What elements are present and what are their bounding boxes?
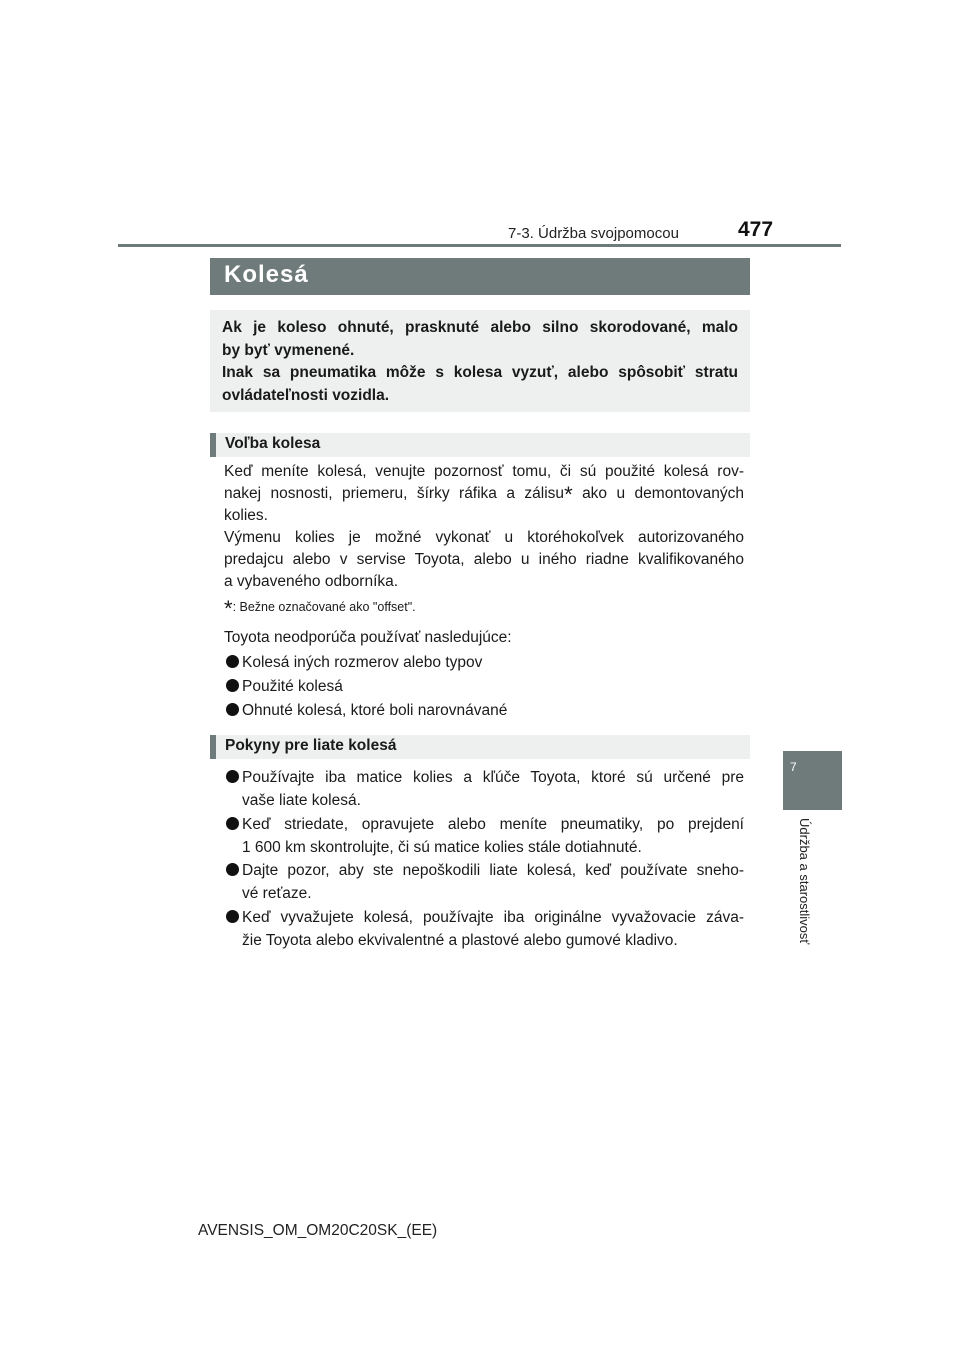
list-item: Používajte iba matice kolies a kľúče Toyota, ktoré sú určené pre vaše liate kolesá. (224, 766, 744, 812)
list-item: Použité kolesá (224, 675, 744, 698)
footnote: *: Bežne označované ako "offset". (224, 596, 416, 621)
bullet-icon (226, 703, 239, 716)
lead-text: Toyota neodporúča používať nasledujúce: (224, 629, 512, 646)
para-line: nakej nosnosti, priemeru, šírky ráfika a zálisu* ako u demontovaných (224, 482, 744, 507)
page-number: 477 (738, 218, 774, 241)
intro-line: Ak je koleso ohnuté, prasknuté alebo silno skorodované, malo (222, 319, 738, 336)
header-rule (118, 244, 841, 247)
para-line: Výmenu kolies je možné vykonať u ktoréhokoľvek autorizovaného (224, 529, 744, 546)
wheel-choice-paragraph (224, 461, 744, 593)
document-code: AVENSIS_OM_OM20C20SK_(EE) (198, 1222, 438, 1239)
asterisk-mark: * (564, 482, 573, 507)
intro-line: ovládateľnosti vozidla. (222, 386, 390, 404)
bullet-icon (226, 910, 239, 923)
list-item: Keď vyvažujete kolesá, používajte iba originálne vyvažovacie záva- žie Toyota alebo ekvivalentné a plastové alebo gumové kladivo. (224, 906, 744, 952)
section-title: 7-3. Údržba svojpomocou (508, 225, 679, 242)
section-heading-wheel-choice: Voľba kolesa (210, 433, 750, 457)
list-item: Keď striedate, opravujete alebo meníte pneumatiky, po prejdení 1 600 km skontrolujte, či sú matice kolies stále dotiahnuté. (224, 813, 744, 859)
para-line: predajcu alebo v servise Toyota, alebo u iného riadne kvalifikovaného (224, 551, 744, 568)
intro-box (210, 310, 750, 412)
chapter-number: 7 (790, 760, 797, 774)
chapter-label: Údržba a starostlivosť (797, 818, 812, 945)
intro-line: by byť vymenené. (222, 341, 355, 359)
list-item: Kolesá iných rozmerov alebo typov (224, 651, 744, 674)
list-item: Dajte pozor, aby ste nepoškodili liate kolesá, keď používate sneho- vé reťaze. (224, 859, 744, 905)
bullet-icon (226, 817, 239, 830)
bullet-icon (226, 770, 239, 783)
page-heading: Kolesá (210, 258, 750, 295)
list-item: Ohnuté kolesá, ktoré boli narovnávané (224, 699, 744, 722)
bullet-icon (226, 679, 239, 692)
intro-line: Inak sa pneumatika môže s kolesa vyzuť, alebo spôsobiť stratu (222, 364, 738, 381)
footnote-mark: * (224, 596, 233, 621)
para-line: Keď meníte kolesá, venujte pozornosť tomu, či sú použité kolesá rov- (224, 463, 744, 480)
bullet-icon (226, 863, 239, 876)
para-line: kolies. (224, 507, 268, 524)
bullet-icon (226, 655, 239, 668)
section-heading-alloy-wheels: Pokyny pre liate kolesá (210, 735, 750, 759)
para-line: a vybaveného odborníka. (224, 573, 399, 590)
